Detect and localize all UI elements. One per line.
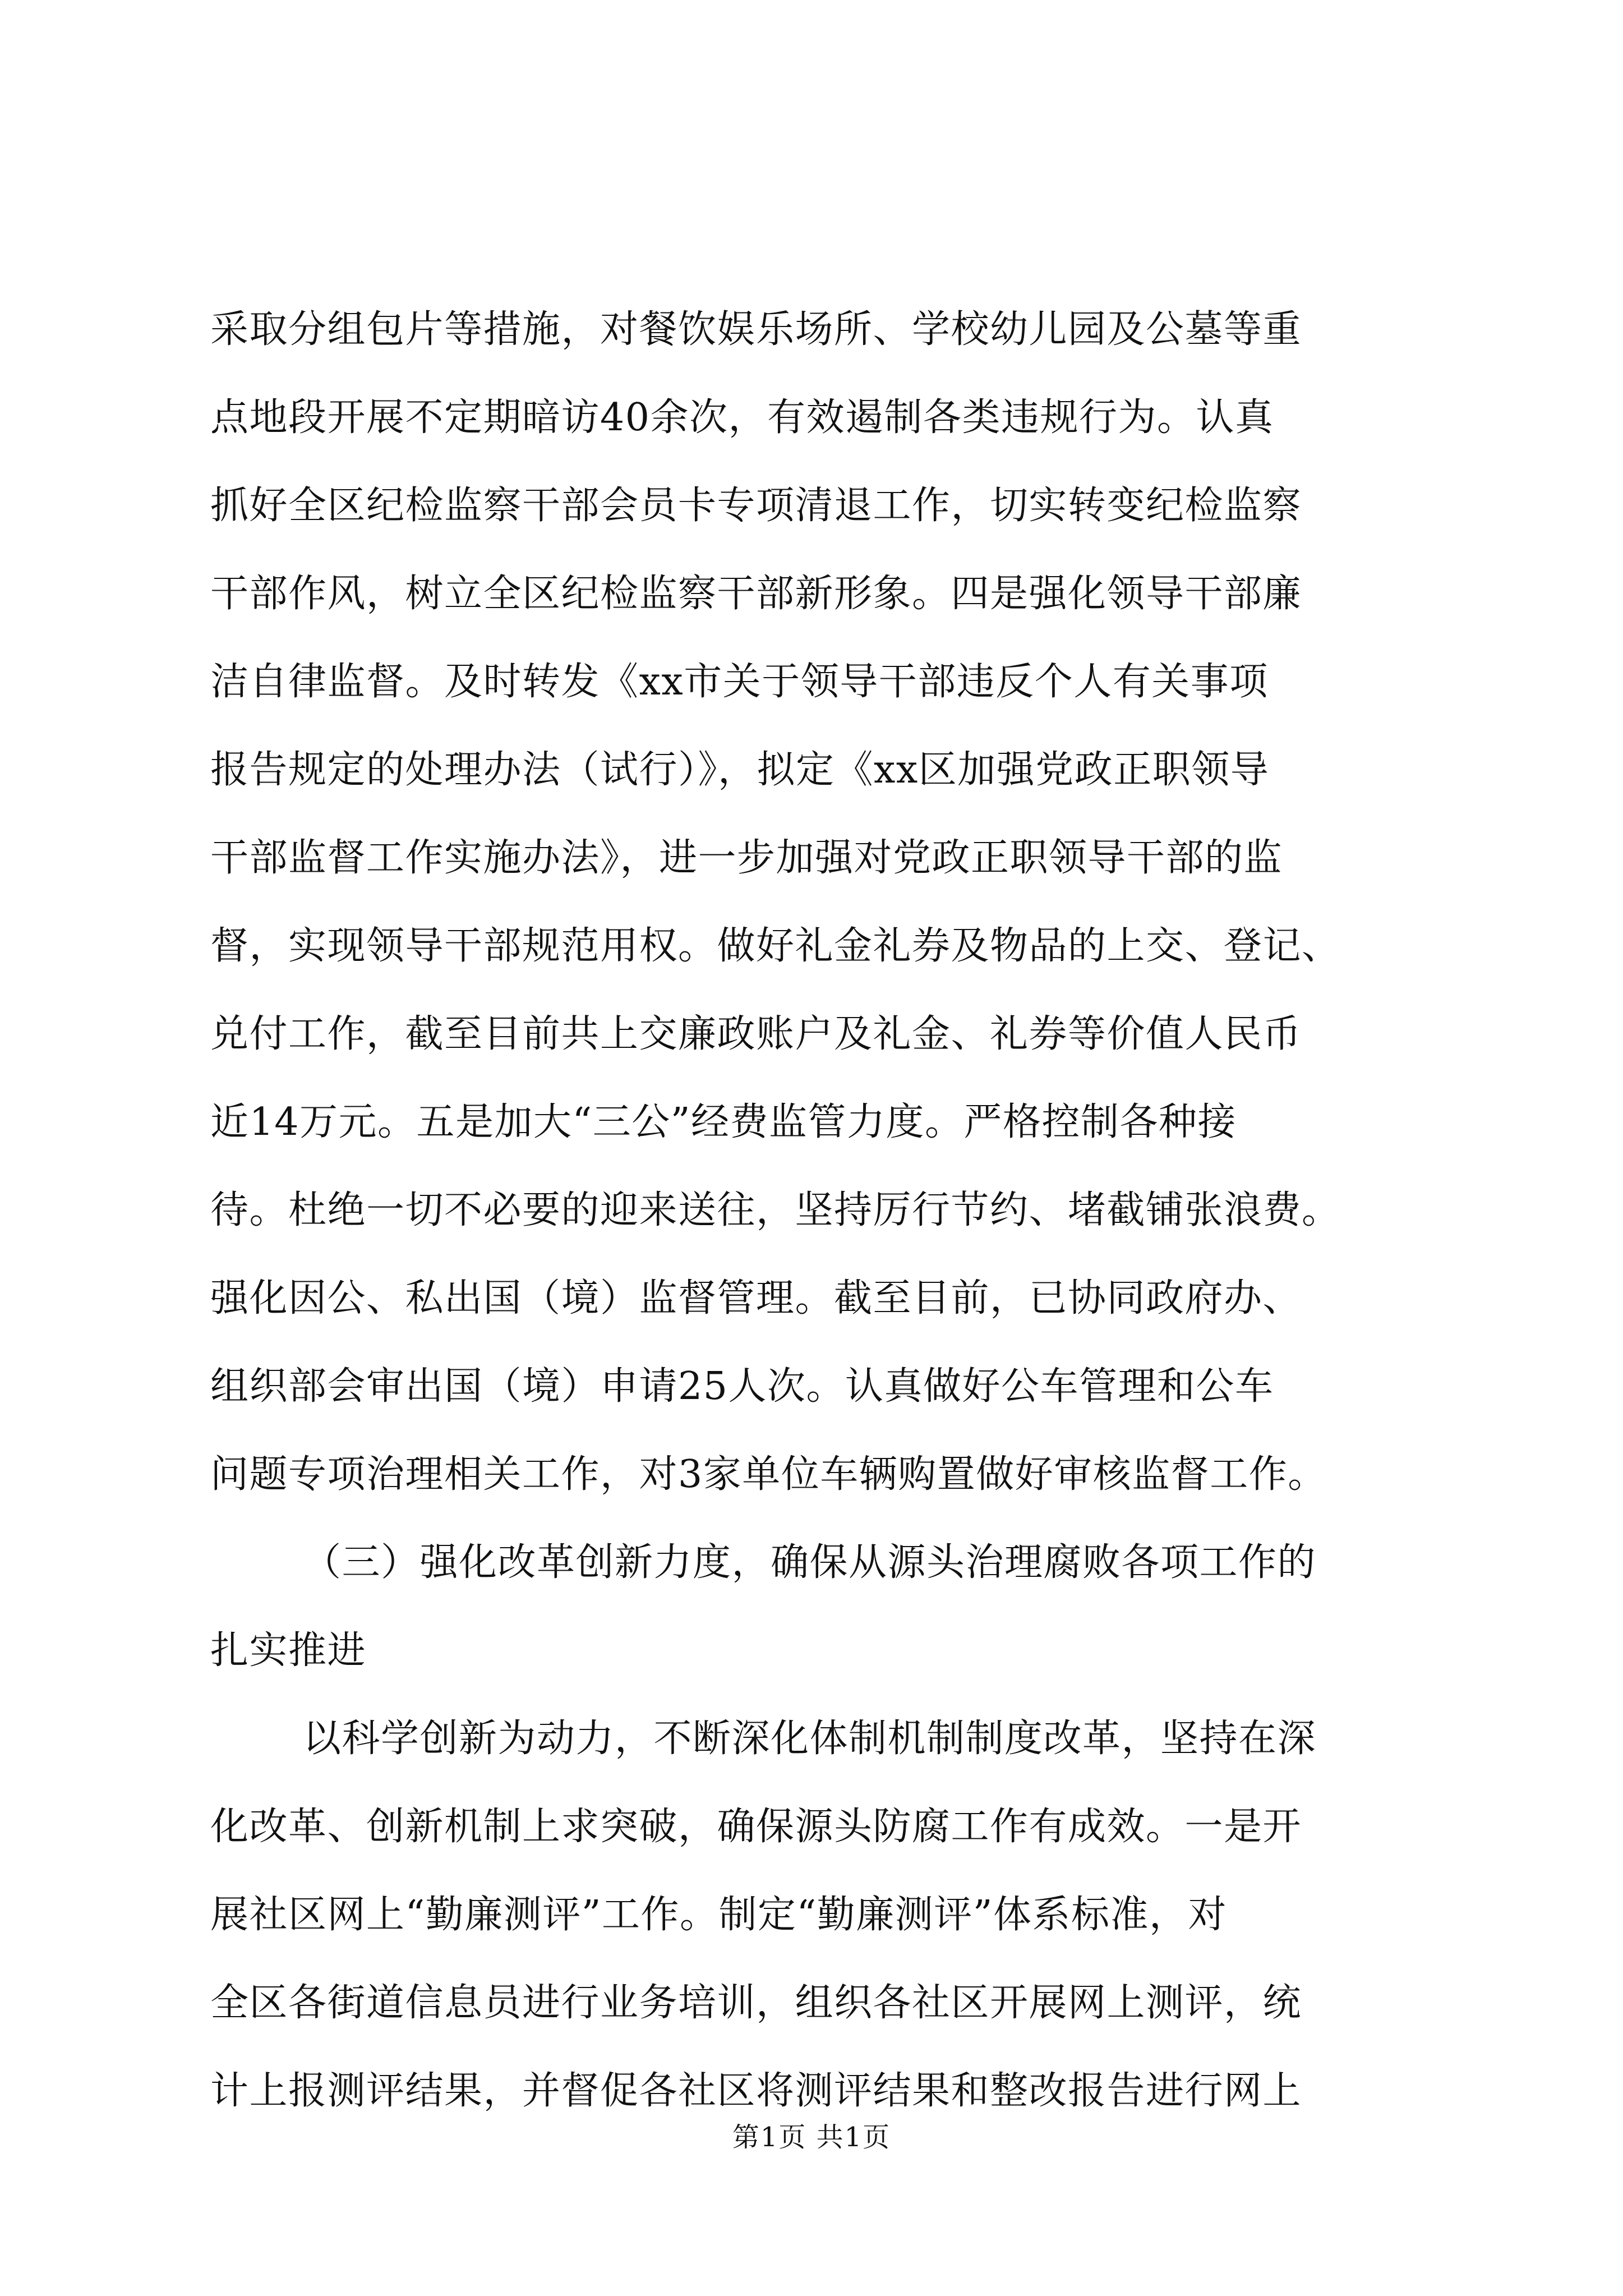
body-line: 干部监督工作实施办法》，进一步加强对党政正职领导干部的监 bbox=[210, 836, 1283, 880]
body-line: 采取分组包片等措施，对餐饮娱乐场所、学校幼儿园及公墓等重 bbox=[210, 307, 1302, 352]
body-line: 报告规定的处理办法（试行）》，拟定《xx区加强党政正职领导 bbox=[210, 748, 1270, 792]
body-line: 抓好全区纪检监察干部会员卡专项清退工作，切实转变纪检监察 bbox=[210, 484, 1302, 528]
body-line: 展社区网上“勤廉测评”工作。制定“勤廉测评”体系标准，对 bbox=[210, 1893, 1228, 1937]
page-footer: 第1页 共1页 bbox=[732, 2122, 891, 2153]
body-line: 问题专项治理相关工作，对3家单位车辆购置做好审核监督工作。 bbox=[210, 1452, 1327, 1497]
body-line: 计上报测评结果，并督促各社区将测评结果和整改报告进行网上 bbox=[210, 2069, 1302, 2113]
body-line: 督，实现领导干部规范用权。做好礼金礼券及物品的上交、登记、 bbox=[210, 924, 1341, 968]
body-line: 化改革、创新机制上求突破，确保源头防腐工作有成效。一是开 bbox=[210, 1805, 1302, 1849]
body-line: 干部作风，树立全区纪检监察干部新形象。四是强化领导干部廉 bbox=[210, 572, 1302, 616]
body-line: 强化因公、私出国（境）监督管理。截至目前，已协同政府办、 bbox=[210, 1276, 1302, 1320]
body-line: 全区各街道信息员进行业务培训，组织各社区开展网上测评，统 bbox=[210, 1981, 1302, 2025]
body-line: 近14万元。五是加大“三公”经费监管力度。严格控制各种接 bbox=[210, 1100, 1237, 1144]
section-heading: （三）强化改革创新力度，确保从源头治理腐败各项工作的 bbox=[303, 1540, 1317, 1585]
body-line: 待。杜绝一切不必要的迎来送往，坚持厉行节约、堵截铺张浪费。 bbox=[210, 1188, 1341, 1232]
section-heading-continued: 扎实推进 bbox=[210, 1628, 367, 1673]
body-line: 点地段开展不定期暗访40余次，有效遏制各类违规行为。认真 bbox=[210, 395, 1274, 440]
body-line: 兑付工作，截至目前共上交廉政账户及礼金、礼券等价值人民币 bbox=[210, 1012, 1302, 1056]
body-line: 以科学创新为动力，不断深化体制机制制度改革，坚持在深 bbox=[303, 1717, 1317, 1761]
body-line: 组织部会审出国（境）申请25人次。认真做好公车管理和公车 bbox=[210, 1364, 1274, 1409]
body-line: 洁自律监督。及时转发《xx市关于领导干部违反个人有关事项 bbox=[210, 660, 1269, 704]
